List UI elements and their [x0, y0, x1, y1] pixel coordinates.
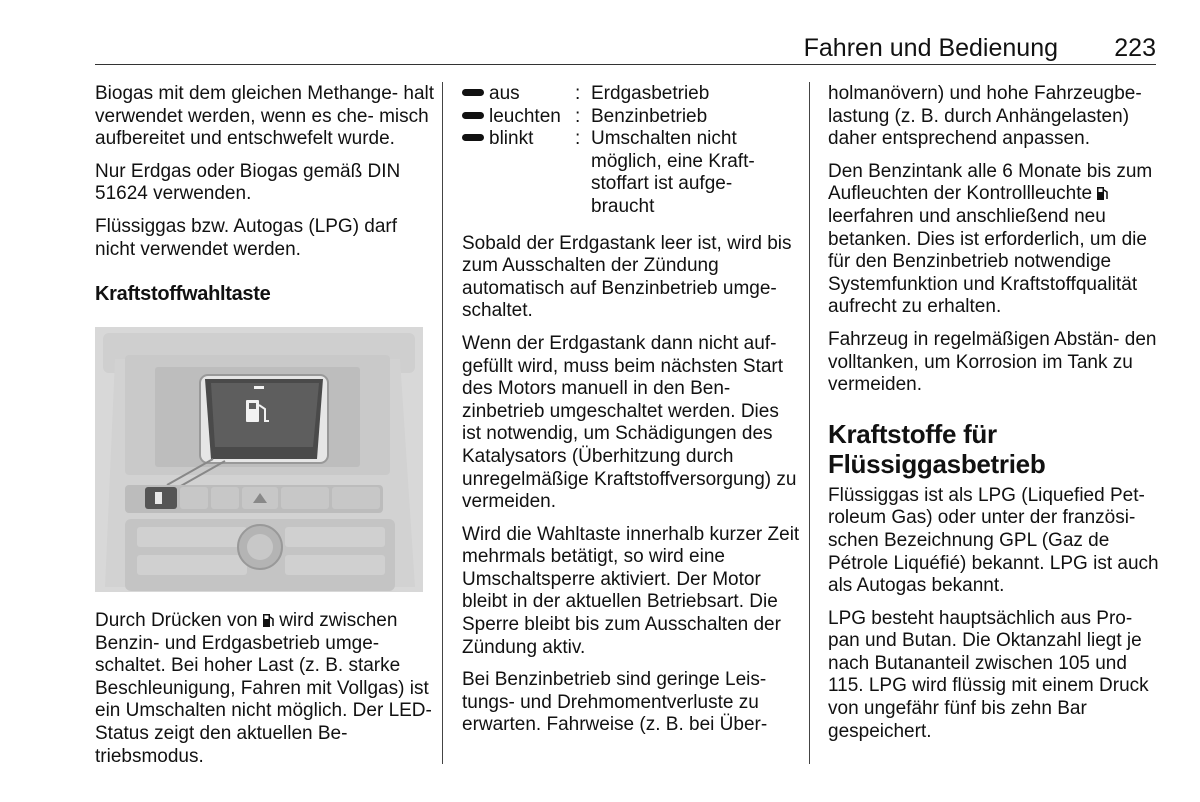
sub-heading-kraftstoffwahltaste: Kraftstoffwahltaste	[95, 283, 271, 306]
paragraph: Fahrzeug in regelmäßigen Abstän- den volltanken, um Korrosion im Tank zu vermeiden.	[828, 328, 1157, 396]
page-section-title: Fahren und Bedienung	[803, 34, 1058, 62]
column-divider-1	[442, 82, 443, 764]
paragraph-text: Durch Drücken von	[95, 610, 258, 631]
paragraph-fuel-button	[95, 610, 435, 768]
separator: :	[575, 83, 581, 104]
fuel-pump-icon	[263, 614, 274, 627]
paragraph: LPG besteht hauptsächlich aus Pro- pan und Butan. Die Oktanzahl liegt je nach Butananteil zwischen 105 und 115. LPG wird flüssig mit einem Druck von ungefähr fünf bis zehn Bar gespeichert.	[828, 607, 1149, 742]
paragraph: Wenn der Erdgastank dann nicht auf- gefüllt wird, muss beim nächsten Start des Motors manuell in den Ben- zinbetrieb umgeschaltet werden. Dies ist notwendig, um Schädigungen des Katalysators (Überhitzung durch unregelmäßige Kraftstoffversorgung) zu vermeiden.	[462, 332, 797, 513]
led-description: Benzinbetrieb	[591, 105, 708, 127]
column-1-lower	[95, 610, 435, 768]
paragraph-fuel-tank	[828, 161, 1160, 319]
paragraph: Flüssiggas bzw. Autogas (LPG) darf nicht verwendet werden.	[95, 215, 398, 260]
led-state: leuchten	[489, 105, 561, 127]
led-state: blinkt	[489, 128, 534, 150]
paragraph: Bei Benzinbetrieb sind geringe Leis- tungs- und Drehmomentverluste zu erwarten. Fahrweise (z. B. bei Über-	[462, 669, 768, 736]
led-indicator-icon	[462, 112, 484, 119]
paragraph: Flüssiggas ist als LPG (Liquefied Pet- roleum Gas) oder unter der französi- schen Bezeichnung GPL (Gaz de Pétrole Liquéfié) bekannt. LPG ist auch als Autogas bekannt.	[828, 484, 1159, 597]
page-number: 223	[1114, 34, 1156, 62]
led-description: Umschalten nicht möglich, eine Kraft- stoffart ist aufge- braucht	[591, 128, 755, 217]
section-heading-line1: Kraftstoffe für	[828, 418, 997, 449]
column-divider-2	[809, 82, 810, 764]
header-rule	[95, 64, 1156, 65]
led-row	[462, 106, 766, 129]
led-row	[462, 128, 766, 218]
column-3	[828, 83, 1160, 743]
paragraph-text: leerfahren und anschließend neu betanken. Dies ist erforderlich, um die für den Benzinbetrieb notwendige Systemfunktion und Kraftstoffqualität aufrecht zu erhalten.	[828, 205, 1147, 318]
fuel-selector-figure	[95, 327, 423, 592]
led-indicator-icon	[462, 134, 484, 141]
paragraph: Sobald der Erdgastank leer ist, wird bis zum Ausschalten der Zündung automatisch auf Benzinbetrieb umge- schaltet.	[462, 232, 792, 322]
column-1	[95, 83, 435, 306]
section-heading-line2: Flüssiggasbetrieb	[828, 448, 1046, 479]
column-2	[462, 83, 800, 737]
separator: :	[575, 128, 581, 150]
dashboard-illustration	[95, 327, 423, 592]
fuel-pump-icon	[1097, 187, 1108, 200]
paragraph: Wird die Wahltaste innerhalb kurzer Zeit mehrmals betätigt, so wird eine Umschaltsperre aktiviert. Der Motor bleibt in der aktuellen Betriebsart. Die Sperre bleibt bis zum Ausschalten der Zündung aktiv.	[462, 523, 800, 658]
paragraph-text: Den Benzintank alle 6 Monate bis zum Aufleuchten der Kontrollleuchte	[828, 160, 1153, 205]
paragraph: Nur Erdgas oder Biogas gemäß DIN 51624 verwenden.	[95, 160, 401, 205]
separator: :	[575, 105, 581, 127]
paragraph: holmanövern) und hohe Fahrzeugbe- lastung (z. B. durch Anhängelasten) daher entsprechend anpassen.	[828, 83, 1142, 150]
paragraph-text: wird zwischen Benzin- und Erdgasbetrieb umge- schaltet. Bei hoher Last (z. B. starke Beschleunigung, Fahren mit Vollgas) ist ein Umschalten nicht möglich. Der LED-Status zeigt den aktuellen Be- triebsmodus.	[95, 610, 432, 767]
led-state: aus	[489, 83, 520, 104]
led-row	[462, 83, 766, 106]
paragraph: Biogas mit dem gleichen Methange- halt verwendet werden, wenn es che- misch aufbereitet und entschwefelt wurde.	[95, 83, 435, 150]
led-description: Erdgasbetrieb	[591, 83, 710, 104]
led-indicator-icon	[462, 89, 484, 96]
led-status-table	[462, 83, 766, 219]
